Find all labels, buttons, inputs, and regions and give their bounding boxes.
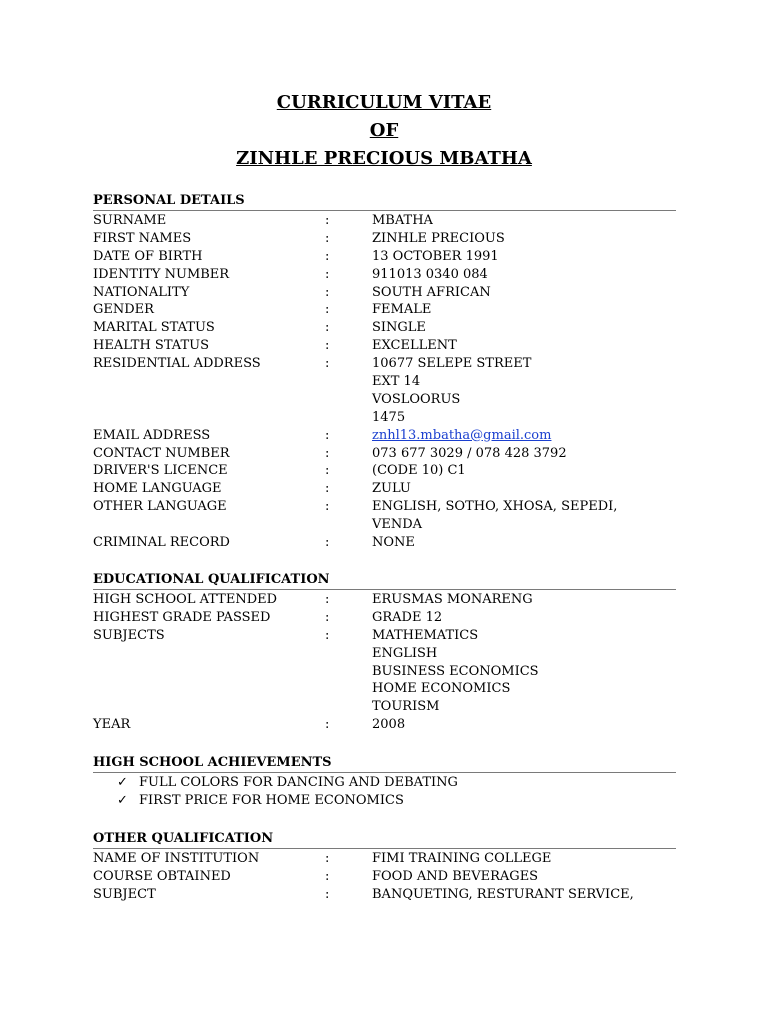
colon-separator: :: [325, 717, 330, 733]
field-value: VENDA: [372, 517, 423, 533]
colon-separator: :: [325, 338, 330, 354]
detail-row: [93, 319, 676, 337]
achievement-text: FULL COLORS FOR DANCING AND DEBATING: [139, 775, 458, 790]
field-value: 911013 0340 084: [372, 266, 488, 282]
field-label: SUBJECT: [93, 886, 156, 902]
personal-details-section: [93, 192, 676, 552]
email-link[interactable]: znhl13.mbatha@gmail.com: [372, 427, 552, 443]
field-value: (CODE 10) C1: [372, 463, 466, 479]
field-value: BUSINESS ECONOMICS: [372, 663, 539, 679]
field-label: HOME LANGUAGE: [93, 481, 222, 497]
field-value: NONE: [372, 535, 415, 551]
detail-row: [93, 698, 676, 716]
field-label: CONTACT NUMBER: [93, 445, 230, 461]
colon-separator: :: [325, 886, 330, 902]
field-label: CRIMINAL RECORD: [93, 535, 230, 551]
field-value: EXCELLENT: [372, 338, 457, 354]
field-value: SINGLE: [372, 320, 426, 336]
field-label: SUBJECTS: [93, 627, 165, 643]
field-value: MATHEMATICS: [372, 627, 479, 643]
other-qualification-section: [93, 830, 676, 904]
detail-row: [93, 355, 676, 373]
colon-separator: :: [325, 868, 330, 884]
field-value: FIMI TRAINING COLLEGE: [372, 851, 552, 866]
section-heading: HIGH SCHOOL ACHIEVEMENTS: [93, 754, 676, 773]
field-label: HIGH SCHOOL ATTENDED: [93, 592, 278, 607]
colon-separator: :: [325, 320, 330, 336]
colon-separator: :: [325, 609, 330, 625]
colon-separator: :: [325, 356, 330, 372]
detail-row: [93, 409, 676, 427]
section-heading: PERSONAL DETAILS: [93, 192, 676, 211]
field-value: FOOD AND BEVERAGES: [372, 868, 539, 884]
field-label: COURSE OBTAINED: [93, 868, 231, 884]
field-label: FIRST NAMES: [93, 230, 192, 246]
detail-row: [93, 680, 676, 698]
achievements-section: [93, 754, 676, 810]
field-label: YEAR: [93, 717, 131, 733]
field-label: HEALTH STATUS: [93, 338, 210, 354]
detail-row: [93, 609, 676, 627]
detail-row: [93, 462, 676, 480]
detail-row: [93, 850, 676, 868]
detail-row: [93, 516, 676, 534]
colon-separator: :: [325, 481, 330, 497]
achievement-text: FIRST PRICE FOR HOME ECONOMICS: [139, 792, 404, 808]
field-label: NAME OF INSTITUTION: [93, 851, 260, 866]
field-value: ENGLISH: [372, 645, 438, 661]
field-value: 13 OCTOBER 1991: [372, 248, 499, 264]
detail-row: [93, 534, 676, 552]
field-value: 2008: [372, 717, 406, 733]
field-value: 10677 SELEPE STREET: [372, 356, 532, 372]
detail-row: [93, 230, 676, 248]
field-label: HIGHEST GRADE PASSED: [93, 609, 271, 625]
detail-row: [93, 591, 676, 609]
personal-details-list: [93, 211, 676, 552]
field-value: MBATHA: [372, 213, 433, 228]
education-list: [93, 590, 676, 734]
field-value: SOUTH AFRICAN: [372, 284, 491, 300]
detail-row: [93, 868, 676, 886]
field-label: DATE OF BIRTH: [93, 248, 203, 264]
colon-separator: :: [325, 230, 330, 246]
detail-row: [93, 445, 676, 463]
detail-row: [93, 716, 676, 734]
other-qualification-list: [93, 849, 676, 904]
field-value: ZULU: [372, 481, 411, 497]
field-label: NATIONALITY: [93, 284, 190, 300]
cv-name-title: ZINHLE PRECIOUS MBATHA: [236, 148, 532, 169]
education-section: [93, 571, 676, 734]
section-heading: EDUCATIONAL QUALIFICATION: [93, 571, 676, 590]
detail-row: [93, 266, 676, 284]
colon-separator: :: [325, 445, 330, 461]
colon-separator: :: [325, 627, 330, 643]
field-value: BANQUETING, RESTURANT SERVICE,: [372, 886, 634, 902]
field-value: ENGLISH, SOTHO, XHOSA, SEPEDI,: [372, 499, 618, 515]
detail-row: [93, 391, 676, 409]
field-label: DRIVER'S LICENCE: [93, 463, 228, 479]
detail-row: [93, 663, 676, 681]
field-value: HOME ECONOMICS: [372, 681, 511, 697]
detail-row: [93, 427, 676, 445]
field-label: EMAIL ADDRESS: [93, 427, 211, 443]
detail-row: [93, 248, 676, 266]
detail-row: [93, 645, 676, 663]
detail-row: [93, 886, 676, 904]
detail-row: [93, 498, 676, 516]
achievement-item: [93, 792, 676, 810]
field-value: FEMALE: [372, 302, 432, 318]
field-value: 1475: [372, 409, 406, 425]
detail-row: [93, 284, 676, 302]
colon-separator: :: [325, 463, 330, 479]
colon-separator: :: [325, 284, 330, 300]
field-value: VOSLOORUS: [372, 391, 461, 407]
colon-separator: :: [325, 851, 330, 866]
field-value: ZINHLE PRECIOUS: [372, 230, 505, 246]
field-label: IDENTITY NUMBER: [93, 266, 230, 282]
cv-title-of: OF: [369, 120, 399, 141]
field-label: RESIDENTIAL ADDRESS: [93, 356, 261, 372]
field-value: TOURISM: [372, 699, 440, 715]
field-label: SURNAME: [93, 213, 167, 228]
field-value: ERUSMAS MONARENG: [372, 592, 533, 607]
colon-separator: :: [325, 302, 330, 318]
field-label: OTHER LANGUAGE: [93, 499, 227, 515]
field-label: GENDER: [93, 302, 154, 318]
detail-row: [93, 212, 676, 230]
checkmark-icon: ✓: [117, 792, 128, 808]
achievement-item: [93, 774, 676, 792]
colon-separator: :: [325, 535, 330, 551]
achievements-list: [93, 773, 676, 810]
field-value: EXT 14: [372, 374, 421, 390]
colon-separator: :: [325, 248, 330, 264]
colon-separator: :: [325, 266, 330, 282]
section-heading: OTHER QUALIFICATION: [93, 830, 676, 849]
checkmark-icon: ✓: [117, 775, 128, 790]
field-label: MARITAL STATUS: [93, 320, 215, 336]
colon-separator: :: [325, 213, 330, 228]
colon-separator: :: [325, 499, 330, 515]
detail-row: [93, 627, 676, 645]
detail-row: [93, 480, 676, 498]
colon-separator: :: [325, 427, 330, 443]
cv-title: CURRICULUM VITAE: [276, 92, 492, 113]
detail-row: [93, 337, 676, 355]
field-value: 073 677 3029 / 078 428 3792: [372, 445, 567, 461]
field-value: GRADE 12: [372, 609, 443, 625]
detail-row: [93, 373, 676, 391]
detail-row: [93, 301, 676, 319]
colon-separator: :: [325, 592, 330, 607]
